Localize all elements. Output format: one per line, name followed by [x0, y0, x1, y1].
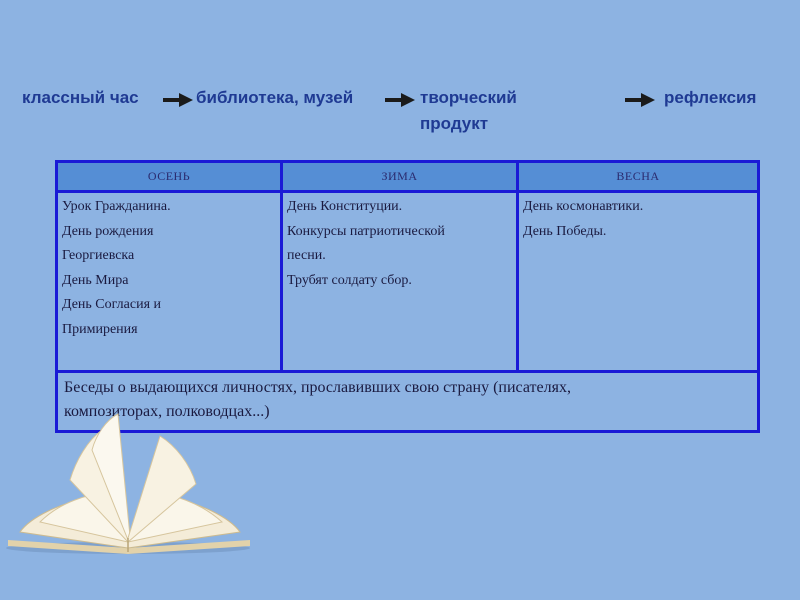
flow-step-reflection: рефлексия — [664, 88, 757, 107]
event-item: День Мира — [62, 272, 129, 288]
event-item: Конкурсы патриотической — [287, 223, 445, 239]
footer-line: Беседы о выдающихся личностях, прославивших свою страну (писателях, — [64, 379, 571, 396]
event-item: Трубят солдату сбор. — [287, 272, 412, 288]
seasons-table — [55, 160, 760, 433]
flow-step-class-hour: классный час — [22, 88, 139, 107]
header-autumn: ОСЕНЬ — [58, 163, 280, 190]
header-winter: ЗИМА — [283, 163, 516, 190]
open-book-illustration — [0, 410, 260, 560]
workflow-line — [0, 88, 800, 138]
event-item: Георгиевска — [62, 248, 135, 263]
cell-autumn-events — [58, 193, 280, 370]
event-item: Примирения — [62, 321, 138, 337]
arrow-right-icon — [163, 92, 193, 108]
event-item: День Согласия и — [62, 297, 162, 312]
cell-winter-events — [283, 193, 516, 370]
flow-step-library-museum: библиотека, музей — [196, 88, 354, 107]
event-item: песни. — [287, 248, 326, 263]
flow-step-product: продукт — [420, 114, 489, 133]
flow-step-creative: творческий — [420, 88, 517, 107]
event-item: Урок Гражданина. — [62, 199, 171, 214]
event-item: День космонавтики. — [523, 199, 644, 214]
event-item: День Конституции. — [287, 199, 403, 214]
cell-spring-events — [519, 193, 757, 370]
arrow-right-icon — [385, 92, 415, 108]
footer-line: композиторах, полководцах...) — [64, 403, 270, 420]
event-item: День Победы. — [523, 223, 607, 239]
header-spring: ВЕСНА — [519, 163, 757, 190]
arrow-right-icon — [625, 92, 655, 108]
event-item: День рождения — [62, 223, 154, 239]
